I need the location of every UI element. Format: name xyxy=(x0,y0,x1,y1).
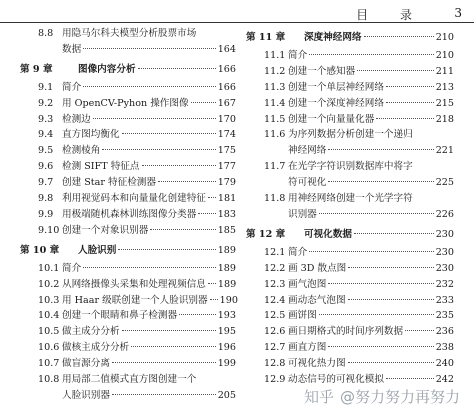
chapter-title xyxy=(246,30,362,46)
chapter-name: 可视化数据 xyxy=(304,228,352,240)
toc-entry xyxy=(20,112,236,128)
toc-entry xyxy=(20,191,236,207)
right-column xyxy=(246,26,454,388)
section-title-line: 为序列数据分析创建一个递归 xyxy=(288,129,413,141)
section-title-line: 画直方图 xyxy=(288,342,327,354)
leader-dots xyxy=(112,394,216,395)
page-number: 230 xyxy=(435,246,454,258)
section-row xyxy=(62,388,236,404)
section-title-line: 数据 xyxy=(62,43,82,55)
toc-entry xyxy=(20,159,236,175)
section-number: 10.2 xyxy=(38,278,60,290)
chapter-name: 深度神经网络 xyxy=(304,32,362,43)
section-row xyxy=(62,340,236,356)
section-title-line: 动态信号的可视化模拟 xyxy=(288,374,384,386)
section-number: 9.10 xyxy=(38,224,60,236)
leader-dots xyxy=(122,133,216,134)
page-number: 218 xyxy=(435,113,454,125)
section-title-line: 检测 SIFT 特征点 xyxy=(62,161,140,173)
section-row xyxy=(288,324,454,340)
section-title-line: 符可视化 xyxy=(288,177,327,189)
leader-dots xyxy=(376,118,433,119)
section-title-line: 从网络摄像头采集和处理视频信息 xyxy=(62,278,206,290)
section-title-line: 利用视觉码本和向量量化创建特征 xyxy=(62,193,206,205)
toc-entry xyxy=(246,324,454,340)
leader-dots xyxy=(83,48,216,49)
page-number: 193 xyxy=(217,310,236,322)
section-title-line: 用隐马尔科夫模型分析股票市场 xyxy=(62,28,197,39)
section-title-line: 神经网络 xyxy=(288,145,327,157)
section-title-line: 创建一个对象识别器 xyxy=(62,224,149,236)
leader-dots xyxy=(357,70,434,71)
section-title-line: 画 3D 散点图 xyxy=(288,262,347,274)
section-number: 9.1 xyxy=(38,81,54,93)
section-title-line: 创建一个深度神经网络 xyxy=(288,97,384,109)
left-column xyxy=(20,26,236,404)
leader-dots xyxy=(138,68,216,69)
page-number: 189 xyxy=(217,278,237,290)
page-number: 230 xyxy=(435,228,454,240)
section-row xyxy=(62,261,236,277)
section-row xyxy=(288,143,454,159)
section-title-line: 创建一个眼睛和鼻子检测器 xyxy=(62,310,178,322)
leader-dots xyxy=(122,330,216,331)
page-number: 199 xyxy=(217,358,236,370)
chapter-title xyxy=(20,62,136,78)
chapter-heading xyxy=(246,30,454,46)
section-row xyxy=(288,80,454,96)
toc-entry xyxy=(246,80,454,96)
chapter-number: 第 9 章 xyxy=(20,63,53,75)
toc-entry xyxy=(20,26,236,58)
leader-dots xyxy=(142,165,216,166)
toc-entry xyxy=(246,340,454,356)
section-number: 12.2 xyxy=(264,262,286,274)
section-title-line: 用 Haar 级联创建一个人脸识别器 xyxy=(62,294,208,306)
leader-dots xyxy=(328,149,433,150)
page-number: 205 xyxy=(217,389,236,401)
section-number: 8.8 xyxy=(38,28,54,39)
page-header xyxy=(0,4,474,23)
chapter-heading xyxy=(20,62,236,78)
page-number: 221 xyxy=(435,145,454,157)
section-number: 9.5 xyxy=(38,145,54,157)
page-number: 190 xyxy=(219,294,238,306)
section-row xyxy=(288,356,454,372)
toc-entry xyxy=(20,175,236,191)
page-number: 235 xyxy=(435,310,454,322)
section-number: 11.3 xyxy=(264,81,286,93)
section-row xyxy=(62,96,236,112)
page-number: 242 xyxy=(435,374,454,386)
toc-entry xyxy=(246,48,454,64)
section-title-line: 简介 xyxy=(62,81,82,93)
toc-entry xyxy=(20,143,236,159)
toc-entry xyxy=(20,372,236,404)
section-title-line: 做盲源分离 xyxy=(62,358,110,370)
section-number: 11.6 xyxy=(264,129,286,141)
leader-dots xyxy=(158,181,216,182)
toc-entry xyxy=(246,191,454,223)
section-number: 9.2 xyxy=(38,97,54,109)
leader-dots xyxy=(319,314,434,315)
section-title-line: 简介 xyxy=(288,246,308,258)
section-number: 12.7 xyxy=(264,342,286,354)
section-number: 11.8 xyxy=(264,193,286,205)
leader-dots xyxy=(386,378,434,379)
section-title-line: 用神经网络创建一个光学字符 xyxy=(288,193,413,205)
leader-dots xyxy=(348,299,434,300)
section-number: 9.8 xyxy=(38,193,54,205)
section-title-line: 简介 xyxy=(288,49,308,61)
page-number: 167 xyxy=(217,97,236,109)
chapter-row xyxy=(246,227,454,243)
leader-dots xyxy=(348,362,434,363)
section-title-line: 创建一个向量量化器 xyxy=(288,113,375,125)
leader-dots xyxy=(179,314,216,315)
section-number: 12.5 xyxy=(264,310,286,322)
toc-entry xyxy=(246,96,454,112)
section-title-line: 人脸识别器 xyxy=(62,389,110,401)
section-row xyxy=(62,191,236,207)
section-number: 11.2 xyxy=(264,65,286,77)
section-title-line: 可视化热力图 xyxy=(288,358,346,370)
section-title-line: 识别器 xyxy=(288,208,317,220)
section-title-line: 在光学字符识别数据库中将字 xyxy=(288,161,413,173)
section-title-line: 创建 Star 特征检测器 xyxy=(62,177,156,189)
header-page-number: 3 xyxy=(454,6,462,20)
chapter-number: 第 12 章 xyxy=(246,228,286,240)
leader-dots xyxy=(386,86,434,87)
section-row xyxy=(288,175,454,191)
toc-entry xyxy=(20,324,236,340)
page-number: 164 xyxy=(217,43,236,55)
section-number: 10.4 xyxy=(38,310,60,322)
section-row xyxy=(288,64,454,80)
toc-entry xyxy=(20,340,236,356)
page-number: 196 xyxy=(217,342,236,354)
leader-dots xyxy=(328,181,433,182)
section-row xyxy=(288,261,454,277)
chapter-title xyxy=(246,227,352,243)
section-title-line: 做核主成分分析 xyxy=(62,342,130,354)
leader-dots xyxy=(319,213,434,214)
toc-entry xyxy=(246,127,454,159)
header-title: 目 录 xyxy=(356,8,426,22)
page-number: 225 xyxy=(435,177,454,189)
leader-dots xyxy=(150,229,215,230)
section-row xyxy=(62,143,236,159)
section-number: 10.3 xyxy=(38,294,60,306)
section-number: 11.7 xyxy=(264,161,286,173)
leader-dots xyxy=(93,118,216,119)
page-number: 189 xyxy=(217,262,236,274)
toc-entry xyxy=(20,207,236,223)
leader-dots xyxy=(354,233,434,234)
page-number: 230 xyxy=(435,262,454,274)
page-number: 215 xyxy=(435,97,454,109)
toc-entry xyxy=(20,356,236,372)
chapter-number: 第 11 章 xyxy=(246,32,286,43)
watermark-author: @努力努力再努力 xyxy=(339,387,460,406)
section-title-line: 画气泡图 xyxy=(288,278,327,290)
section-row xyxy=(62,293,236,309)
page-number: 210 xyxy=(435,49,454,61)
toc-entry xyxy=(20,127,236,143)
page-number: 174 xyxy=(217,129,236,141)
section-row xyxy=(62,127,236,143)
page-number: 166 xyxy=(217,63,236,75)
section-title-line: 画动态气泡图 xyxy=(288,294,346,306)
section-number: 12.1 xyxy=(264,246,286,258)
section-row xyxy=(288,96,454,112)
toc-entry xyxy=(246,293,454,309)
chapter-row xyxy=(20,62,236,78)
section-number: 9.3 xyxy=(38,113,54,125)
leader-dots xyxy=(131,346,216,347)
section-title-line: 用 OpenCV-Pyhon 操作图像 xyxy=(62,97,189,109)
leader-dots xyxy=(83,86,216,87)
chapter-heading xyxy=(20,243,236,259)
leader-dots xyxy=(405,330,434,331)
chapter-row xyxy=(246,30,454,46)
section-row xyxy=(288,207,454,223)
leader-dots xyxy=(191,102,216,103)
toc-entry xyxy=(246,308,454,324)
toc-entry xyxy=(20,96,236,112)
watermark xyxy=(304,384,460,408)
page-number: 213 xyxy=(435,81,454,93)
section-row xyxy=(288,340,454,356)
toc-entry xyxy=(20,277,236,293)
page-number: 170 xyxy=(217,113,236,125)
leader-dots xyxy=(83,267,216,268)
page-number: 226 xyxy=(435,208,454,220)
toc-entry xyxy=(246,277,454,293)
section-row xyxy=(288,48,454,64)
section-title-line: 用局部二值模式直方图创建一个 xyxy=(62,374,197,386)
page-number: 189 xyxy=(217,244,236,256)
section-row xyxy=(288,112,454,128)
page-number: 181 xyxy=(217,193,237,205)
section-title-line: 检测边 xyxy=(62,113,91,125)
page-number: 233 xyxy=(435,294,454,306)
leader-dots xyxy=(210,299,218,300)
leader-dots xyxy=(328,283,433,284)
section-row xyxy=(288,245,454,261)
section-number: 9.7 xyxy=(38,177,54,189)
section-number: 10.8 xyxy=(38,374,60,386)
leader-dots xyxy=(328,346,433,347)
section-row xyxy=(62,223,236,239)
toc-entry xyxy=(246,159,454,191)
section-row xyxy=(288,308,454,324)
chapter-heading xyxy=(246,227,454,243)
section-row xyxy=(62,112,236,128)
chapter-number: 第 10 章 xyxy=(20,244,60,256)
section-row xyxy=(288,277,454,293)
section-number: 11.1 xyxy=(264,49,286,61)
section-number: 12.8 xyxy=(264,358,286,370)
section-title-line: 画日期格式的时间序列数据 xyxy=(288,326,404,338)
toc-entry xyxy=(246,356,454,372)
toc-entry xyxy=(246,245,454,261)
page-number: 177 xyxy=(217,161,236,173)
section-number: 11.4 xyxy=(264,97,286,109)
section-title-line: 创建一个单层神经网络 xyxy=(288,81,384,93)
section-number: 10.5 xyxy=(38,326,60,338)
leader-dots xyxy=(102,149,215,150)
toc-entry xyxy=(20,308,236,324)
page-number: 232 xyxy=(435,278,454,290)
section-number: 9.9 xyxy=(38,208,54,220)
leader-dots xyxy=(386,102,434,103)
chapter-name: 图像内容分析 xyxy=(78,63,136,75)
section-number: 9.4 xyxy=(38,129,54,141)
section-row xyxy=(62,207,236,223)
section-number: 11.5 xyxy=(264,113,286,125)
leader-dots xyxy=(112,362,216,363)
section-row xyxy=(288,293,454,309)
section-title-line: 检测棱角 xyxy=(62,145,101,157)
toc-entry xyxy=(246,261,454,277)
section-title-line: 创建一个感知器 xyxy=(288,65,356,77)
page-number: 185 xyxy=(217,224,236,236)
section-number: 12.9 xyxy=(264,374,286,386)
section-row xyxy=(62,324,236,340)
section-number: 9.6 xyxy=(38,161,54,173)
section-number: 10.7 xyxy=(38,358,60,370)
page-number: 211 xyxy=(435,65,454,77)
section-number: 12.3 xyxy=(264,278,286,290)
section-row xyxy=(62,159,236,175)
section-title-line: 做主成分分析 xyxy=(62,326,120,338)
section-title-line: 简介 xyxy=(62,262,82,274)
leader-dots xyxy=(198,213,215,214)
leader-dots xyxy=(309,251,434,252)
section-title-line: 画饼图 xyxy=(288,310,317,322)
leader-dots xyxy=(118,249,215,250)
page-number: 183 xyxy=(217,208,236,220)
leader-dots xyxy=(208,283,216,284)
toc-entry xyxy=(20,293,236,309)
leader-dots xyxy=(309,54,434,55)
page-number: 238 xyxy=(435,342,454,354)
section-title-line: 直方图均衡化 xyxy=(62,129,120,141)
toc-entry xyxy=(20,223,236,239)
section-number: 12.4 xyxy=(264,294,286,306)
page-number: 166 xyxy=(217,81,236,93)
section-number: 10.1 xyxy=(38,262,60,274)
leader-dots xyxy=(364,36,434,37)
chapter-row xyxy=(20,243,236,259)
leader-dots xyxy=(208,197,216,198)
chapter-title xyxy=(20,243,116,259)
toc-entry xyxy=(246,112,454,128)
page-number: 175 xyxy=(217,145,236,157)
page-number: 236 xyxy=(435,326,454,338)
toc-entry xyxy=(20,261,236,277)
page-number: 240 xyxy=(435,358,454,370)
section-row xyxy=(62,175,236,191)
section-row xyxy=(62,277,236,293)
section-row xyxy=(62,80,236,96)
chapter-name: 人脸识别 xyxy=(78,244,117,256)
section-title-line: 用极端随机森林训练图像分类器 xyxy=(62,208,197,220)
toc-entry xyxy=(246,64,454,80)
page-number: 179 xyxy=(217,177,236,189)
section-number: 10.6 xyxy=(38,342,60,354)
toc-entry xyxy=(20,80,236,96)
section-row xyxy=(62,308,236,324)
leader-dots xyxy=(348,267,433,268)
section-number: 12.6 xyxy=(264,326,286,338)
watermark-brand: 知乎 xyxy=(303,387,334,406)
section-row xyxy=(62,356,236,372)
page-number: 195 xyxy=(217,326,236,338)
page-number: 210 xyxy=(435,32,454,43)
